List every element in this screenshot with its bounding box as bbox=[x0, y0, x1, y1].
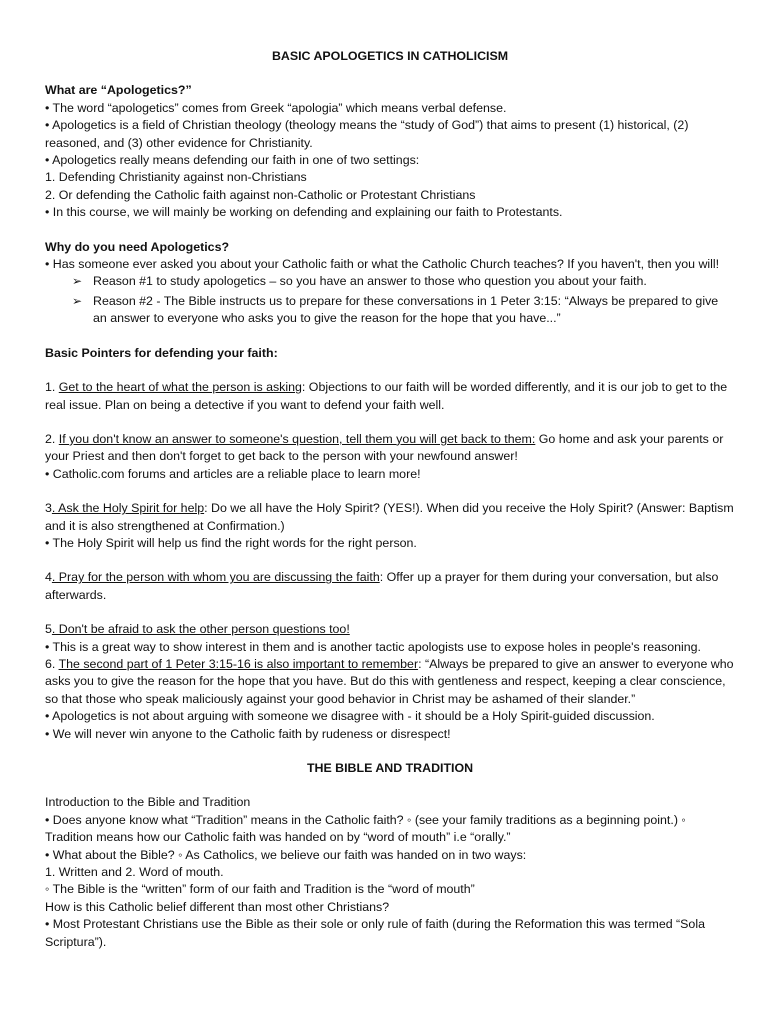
paragraph-line: • Apologetics is a field of Christian theology (theology means the “study of God”) that aims to present (1) historical, (2) reasoned, and (3) other evidence for Christianity. bbox=[45, 118, 689, 150]
pointer-text: : “Always be prepared to give an answer to everyone who asks you to give the reason for the hope that you have. But do this with gentleness and respect, keeping a clear conscience, so that those who speak maliciously against your good behavior in Christ may be ashamed of their slander.” bbox=[45, 656, 734, 706]
reason-item bbox=[45, 273, 735, 290]
section-heading-bible-tradition: THE BIBLE AND TRADITION bbox=[306, 761, 474, 775]
paragraph-line: • This is a great way to show interest in them and is another tactic apologists use to expose holes in people's reasoning. bbox=[45, 639, 701, 654]
paragraph-line: • What about the Bible? ◦ As Catholics, we believe our faith was handed on in two ways: bbox=[45, 847, 527, 862]
paragraph-line: • Catholic.com forums and articles are a reliable place to learn more! bbox=[45, 466, 421, 481]
paragraph-line: • Has someone ever asked you about your Catholic faith or what the Catholic Church teaches? If you haven't, then you will! bbox=[45, 257, 720, 272]
paragraph-line: • Apologetics really means defending our faith in one of two settings: bbox=[45, 153, 420, 168]
paragraph-line: • The word “apologetics” comes from Greek “apologia” which means verbal defense. bbox=[45, 100, 507, 115]
pointer-6 bbox=[45, 656, 735, 708]
pointer-number: 1. bbox=[45, 380, 59, 395]
paragraph-line: 1. Written and 2. Word of mouth. bbox=[45, 865, 224, 880]
pointer-number: 2. bbox=[45, 431, 59, 446]
section-heading-why: Why do you need Apologetics? bbox=[45, 239, 230, 254]
paragraph-line: Introduction to the Bible and Tradition bbox=[45, 795, 251, 810]
pointer-3 bbox=[45, 500, 735, 535]
pointer-1 bbox=[45, 379, 735, 414]
paragraph-line: • In this course, we will mainly be working on defending and explaining our faith to Protestants. bbox=[45, 205, 563, 220]
pointer-5 bbox=[45, 621, 735, 638]
pointer-number: 3 bbox=[45, 501, 52, 516]
pointer-number: 5 bbox=[45, 622, 52, 637]
section-heading-apologetics: What are “Apologetics?” bbox=[45, 83, 192, 98]
pointer-number: 4 bbox=[45, 570, 52, 585]
pointer-title: . Ask the Holy Spirit for help bbox=[51, 501, 205, 516]
pointer-number: 6. bbox=[45, 656, 59, 671]
pointer-2 bbox=[45, 431, 735, 466]
pointer-title: . Pray for the person with whom you are discussing the faith bbox=[51, 570, 380, 585]
document-page bbox=[45, 48, 735, 951]
section-heading-pointers: Basic Pointers for defending your faith: bbox=[45, 345, 278, 360]
pointer-title: If you don't know an answer to someone's question, tell them you will get back to them: bbox=[58, 431, 536, 446]
paragraph-line: • Does anyone know what “Tradition” means in the Catholic faith? ◦ (see your family traditions as a beginning point.) ◦ Tradition means how our Catholic faith was handed on by “word of mouth” i.e “orally.” bbox=[45, 812, 686, 845]
reason-text: Reason #1 to study apologetics – so you have an answer to those who question you about your faith. bbox=[93, 274, 647, 289]
pointer-text: : Objections to our faith will be worded differently, and it is our job to get to the real issue. Plan on being a detective if you want to defend your faith well. bbox=[45, 380, 728, 412]
paragraph-line: • Most Protestant Christians use the Bible as their sole or only rule of faith (during the Reformation this was termed “Sola Scriptura”). bbox=[45, 917, 705, 949]
reason-text: Reason #2 - The Bible instructs us to prepare for these conversations in 1 Peter 3:15: “Always be prepared to give an answer to everyone who asks you to give the reason for the hope that you have...” bbox=[93, 293, 719, 326]
arrow-bullet-icon: ➢ bbox=[72, 293, 83, 308]
pointer-4 bbox=[45, 569, 735, 604]
arrow-bullet-icon: ➢ bbox=[72, 274, 83, 289]
pointer-title: Get to the heart of what the person is asking bbox=[58, 380, 302, 395]
paragraph-line: • We will never win anyone to the Catholic faith by rudeness or disrespect! bbox=[45, 726, 451, 741]
pointer-title: The second part of 1 Peter 3:15-16 is also important to remember bbox=[58, 656, 419, 671]
pointer-text: : Offer up a prayer for them during your conversation, but also afterwards. bbox=[45, 570, 719, 602]
document-title: BASIC APOLOGETICS IN CATHOLICISM bbox=[271, 49, 509, 63]
paragraph-line: • The Holy Spirit will help us find the right words for the right person. bbox=[45, 535, 417, 550]
paragraph-line: ◦ The Bible is the “written” form of our faith and Tradition is the “word of mouth” bbox=[45, 882, 475, 897]
reason-item bbox=[45, 293, 735, 328]
pointer-title: . Don't be afraid to ask the other person questions too! bbox=[51, 622, 350, 637]
pointer-text: : Do we all have the Holy Spirit? (YES!). When did you receive the Holy Spirit? (Answer: Baptism and it is also strengthened at Confirmation.) bbox=[45, 501, 734, 533]
paragraph-line: • Apologetics is not about arguing with someone we disagree with - it should be a Holy Spirit-guided discussion. bbox=[45, 709, 655, 724]
paragraph-line: How is this Catholic belief different than most other Christians? bbox=[45, 899, 390, 914]
pointer-text: Go home and ask your parents or your Priest and then don't forget to get back to the person with your newfound answer! bbox=[45, 431, 724, 464]
paragraph-line: 2. Or defending the Catholic faith against non-Catholic or Protestant Christians bbox=[45, 187, 476, 202]
paragraph-line: 1. Defending Christianity against non-Christians bbox=[45, 170, 307, 185]
